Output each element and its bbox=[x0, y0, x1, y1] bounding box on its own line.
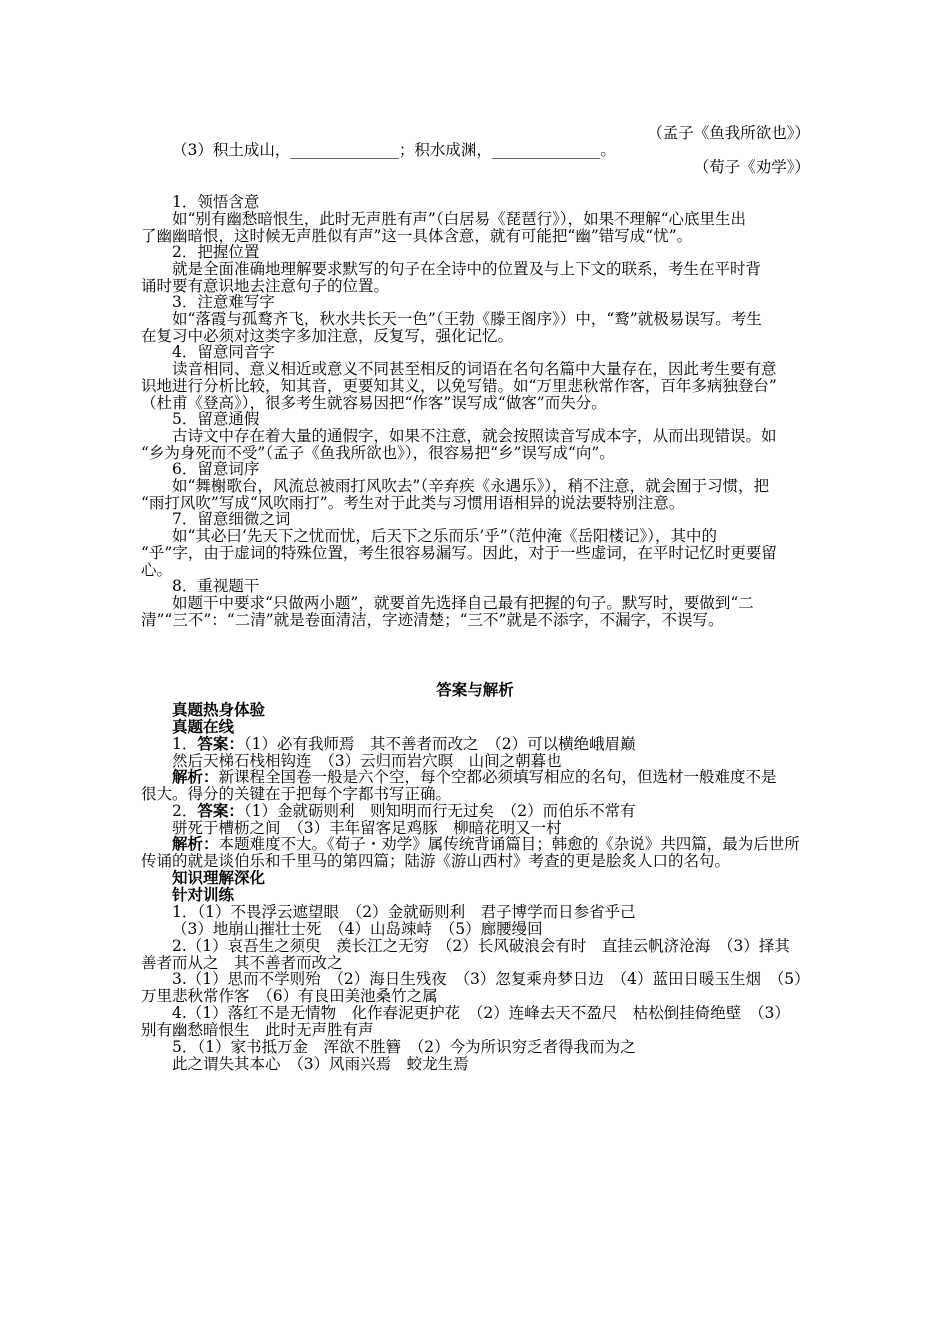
training-answer-line: 别有幽愁暗恨生 此时无声胜有声 bbox=[141, 1021, 374, 1039]
answer-label: 答案： bbox=[197, 801, 244, 820]
answer-text: 然后天梯石栈相钩连 （3）云归而岩穴暝 山间之朝暮也 bbox=[172, 752, 562, 770]
tip-title: 3．注意难写字 bbox=[172, 293, 275, 311]
tip-text: 就是全面准确地理解要求默写的句子在全诗中的位置及与上下文的联系，考生在平时背 bbox=[172, 260, 762, 278]
answer-text: （1）必有我师焉 其不善者而改之 （2）可以横绝峨眉巅 bbox=[243, 735, 636, 753]
answer-text: 骈死于槽枥之间 （3）丰年留客足鸡豚 柳暗花明又一村 bbox=[172, 819, 562, 837]
tip-text: “雨打风吹”写成“风吹雨打”。考生对于此类与习惯用语相异的说法要特别注意。 bbox=[141, 494, 685, 512]
tip-text: 心。 bbox=[141, 561, 173, 579]
answer-number: 1． bbox=[172, 735, 198, 753]
explanation-label: 解析： bbox=[172, 767, 219, 786]
training-answer-line: 5．（1）家书抵万金 浑欲不胜簪 （2）今为所识穷乏者得我而为之 bbox=[172, 1038, 636, 1056]
training-answer-line: 1．（1）不畏浮云遮望眼 （2）金就砺则利 君子博学而日参省乎己 bbox=[172, 903, 636, 921]
tip-text: 古诗文中存在着大量的通假字，如果不注意，就会按照读音写成本字，从而出现错误。如 bbox=[172, 427, 777, 445]
training-answer-line: 3.（1）思而不学则殆 （2）海日生残夜 （3）忽复乘舟梦日边 （4）蓝田日暖玉生烟 （5） bbox=[172, 970, 810, 988]
tip-title: 7．留意细微之词 bbox=[172, 510, 291, 528]
explanation-label: 解析： bbox=[172, 834, 219, 853]
answers-heading: 答案与解析 bbox=[436, 680, 514, 699]
tip-title: 6．留意词序 bbox=[172, 460, 260, 478]
explanation-text: 本题难度不大。《荀子・劝学》属传统背诵篇目；韩愈的《杂说》共四篇，最为后世所 bbox=[218, 835, 800, 853]
tip-text: 如“落霞与孤鹜齐飞，秋水共长天一色”（王勃《滕王阁序》）中，“鹜”就极易误写。考生 bbox=[172, 310, 762, 328]
explanation-text: 新课程全国卷一般是六个空，每个空都必须填写相应的名句，但选材一般难度不是 bbox=[218, 768, 777, 786]
explanation-2 bbox=[172, 835, 800, 853]
section-heading: 真题热身体验 bbox=[172, 700, 266, 719]
section-heading: 知识理解深化 bbox=[172, 868, 266, 887]
training-answer-line: 此之谓失其本心 （3）风雨兴焉 蛟龙生焉 bbox=[172, 1055, 469, 1073]
tip-text: 如“其必曰‘先天下之忧而忧，后天下之乐而乐’乎”（范仲淹《岳阳楼记》），其中的 bbox=[172, 527, 717, 545]
explanation-text: 传诵的就是谈伯乐和千里马的第四篇；陆游《游山西村》考查的更是脍炙人口的名句。 bbox=[141, 852, 731, 870]
training-answer-line: 善者而从之 其不善者而改之 bbox=[141, 954, 343, 972]
answer-1 bbox=[172, 735, 636, 753]
training-answer-line: （3）地崩山摧壮士死 （4）山岛竦峙 （5）廊腰缦回 bbox=[172, 920, 543, 938]
tip-text: 读音相同、意义相近或意义不同甚至相反的词语在名句名篇中大量存在，因此考生要有意 bbox=[172, 360, 777, 378]
subsection-heading: 针对训练 bbox=[172, 885, 235, 904]
answer-2 bbox=[172, 802, 636, 820]
training-answer-line: 2.（1）哀吾生之须臾 羡长江之无穷 （2）长风破浪会有时 直挂云帆济沧海 （3）择其 bbox=[172, 937, 790, 955]
question-item-3: （3）积土成山，______________；积水成渊，______________。 bbox=[172, 141, 616, 159]
tip-text: “乎”字，由于虚词的特殊位置，考生很容易漏写。因此，对于一些虚词，在平时记忆时更要留 bbox=[141, 544, 777, 562]
source-xunzi: （荀子《劝学》） bbox=[693, 158, 810, 176]
tip-text: 了幽幽暗恨，这时候无声胜似有声”这一具体含意，就有可能把“幽”错写成“忧”。 bbox=[141, 227, 693, 245]
answer-text: （1）金就砺则利 则知明而行无过矣 （2）而伯乐不常有 bbox=[243, 802, 636, 820]
tip-title: 8．重视题干 bbox=[172, 577, 260, 595]
training-answer-line: 4.（1）落红不是无情物 化作春泥更护花 （2）连峰去天不盈尺 枯松倒挂倚绝壁 （3） bbox=[172, 1004, 790, 1022]
tip-title: 2．把握位置 bbox=[172, 243, 260, 261]
answer-number: 2． bbox=[172, 802, 198, 820]
explanation-text: 很大。得分的关键在于把每个字都书写正确。 bbox=[141, 785, 452, 803]
answer-label: 答案： bbox=[197, 734, 244, 753]
tip-title: 4．留意同音字 bbox=[172, 343, 275, 361]
tip-text: 诵时要有意识地去注意句子的位置。 bbox=[141, 277, 390, 295]
subsection-heading: 真题在线 bbox=[172, 717, 235, 736]
tip-text: 如题干中要求“只做两小题”，就要首先选择自己最有把握的句子。默写时，要做到“二 bbox=[172, 594, 754, 612]
source-mengzi: （孟子《鱼我所欲也》） bbox=[647, 124, 810, 142]
tip-text: （杜甫《登高》），很多考生就容易因把“作客”误写成“做客”而失分。 bbox=[141, 394, 607, 412]
tip-text: 如“别有幽愁暗恨生，此时无声胜有声”（白居易《琵琶行》），如果不理解“心底里生出 bbox=[172, 210, 747, 228]
tip-text: 识地进行分析比较，知其音，更要知其义，以免写错。如“万里悲秋常作客，百年多病独登台” bbox=[141, 377, 777, 395]
tip-text: 如“舞榭歌台，风流总被雨打风吹去”（辛弃疾《永遇乐》），稍不注意，就会囿于习惯，把 bbox=[172, 477, 770, 495]
tip-text: 清”“三不”：“二清”就是卷面清洁，字迹清楚；“三不”就是不添字，不漏字，不误写。 bbox=[141, 611, 724, 629]
tip-title: 1．领悟含意 bbox=[172, 193, 260, 211]
explanation-1 bbox=[172, 768, 777, 786]
tip-title: 5．留意通假 bbox=[172, 410, 260, 428]
tip-text: “乡为身死而不受”（孟子《鱼我所欲也》），很容易把“乡”误写成“向”。 bbox=[141, 444, 615, 462]
training-answer-line: 万里悲秋常作客 （6）有良田美池桑竹之属 bbox=[141, 987, 438, 1005]
tip-text: 在复习中必须对这类字多加注意，反复写，强化记忆。 bbox=[141, 327, 514, 345]
